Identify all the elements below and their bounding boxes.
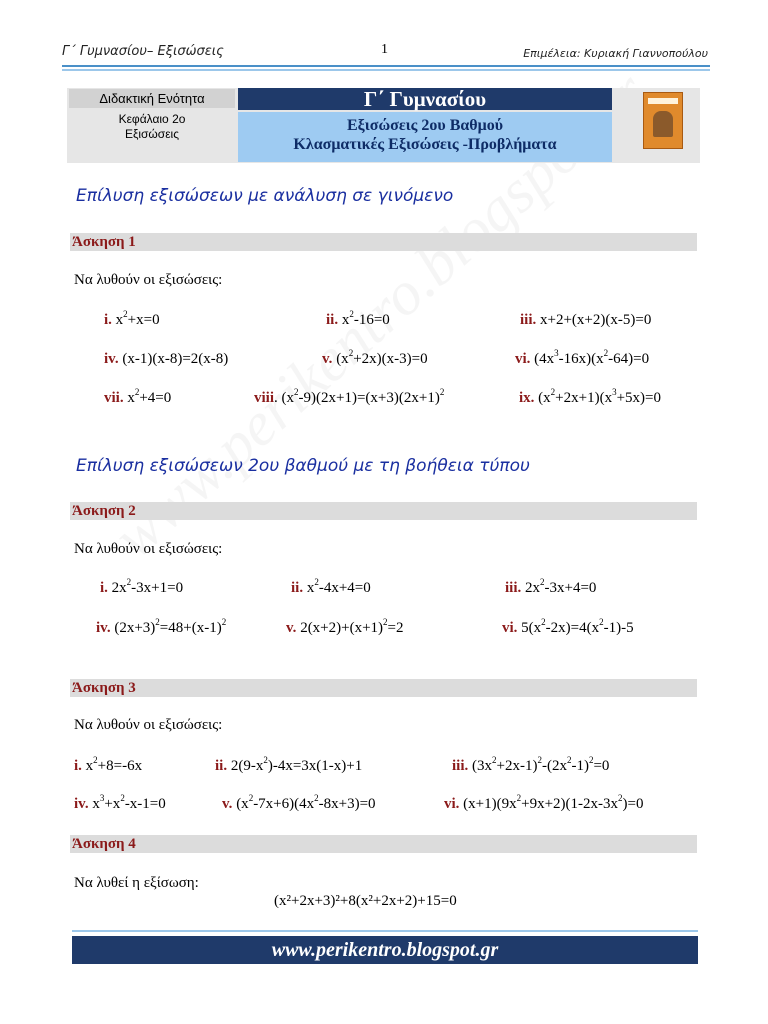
exercise-4-title: Άσκηση 4 — [72, 836, 136, 852]
unit-label: Διδακτική Ενότητα — [69, 89, 235, 108]
equation: vi. $5(x^2-2x)=4(x^2-1)-5$ — [502, 617, 634, 636]
equation: v. $(x^2+2x)(x-3)=0$ — [322, 348, 428, 367]
equation: vi. $(4x^3-16x)(x^2-64)=0$ — [515, 348, 650, 367]
exercise-3-bar — [70, 679, 697, 697]
section-title-formula: Επίλυση εξισώσεων 2ου βαθμού με τη βοήθεια τύπου — [76, 456, 530, 476]
equation: iv. (x-1)(x-8)=2(x-8) — [104, 351, 229, 367]
chapter-number: Κεφάλαιο 2ο — [118, 112, 186, 126]
book-cover-icon — [643, 92, 683, 149]
lesson-title-line1: Εξισώσεις 2ου Βαθμού — [346, 117, 504, 134]
equation: iii. $(3x^2+2x-1)^2-(2x^2-1)^2=0$ — [452, 755, 610, 774]
equation: vii. $x^2+4=0$ — [104, 387, 172, 406]
exercise-2-bar — [70, 502, 697, 520]
exercise-4-prompt: Να λυθεί η εξίσωση: — [74, 875, 199, 891]
equation: ii. $x^2-16=0$ — [326, 309, 390, 328]
exercise-1-title: Άσκηση 1 — [72, 234, 136, 250]
exercise-4-equation: (x²+2x+3)²+8(x²+2x+2)+15=0 — [274, 893, 457, 909]
equation: i. $2x^2-3x+1=0$ — [100, 577, 184, 596]
equation: viii. $(x^2-9)(2x+1)=(x+3)(2x+1)^2$ — [254, 387, 445, 406]
equation: ix. $(x^2+2x+1)(x^3+5x)=0$ — [519, 387, 662, 406]
exercise-2-title: Άσκηση 2 — [72, 503, 136, 519]
footer-website-link[interactable]: www.perikentro.blogspot.gr — [72, 936, 698, 964]
equation: iii. $2x^2-3x+4=0$ — [505, 577, 597, 596]
equation: v. $(x^2-7x+6)(4x^2-8x+3)=0$ — [222, 793, 376, 812]
section-title-factorization: Επίλυση εξισώσεων με ανάλυση σε γινόμενο — [76, 186, 454, 206]
exercise-3-prompt: Να λυθούν οι εξισώσεις: — [74, 717, 223, 733]
equation: ii. $x^2-4x+4=0$ — [291, 577, 371, 596]
chapter-name: Εξισώσεις — [124, 127, 180, 141]
lesson-title — [238, 112, 612, 162]
header-left-text: Γ΄ Γυμνασίου– Εξισώσεις — [62, 44, 224, 59]
exercise-4-bar — [70, 835, 697, 853]
exercise-2-prompt: Να λυθούν οι εξισώσεις: — [74, 541, 223, 557]
equation: v. $2(x+2)+(x+1)^2=2$ — [286, 617, 404, 636]
class-title: Γ΄ Γυμνασίου — [238, 88, 612, 110]
chapter-label — [69, 112, 235, 142]
lesson-title-line2: Κλασματικές Εξισώσεις -Προβλήματα — [293, 136, 557, 153]
equation: i. $x^2+x=0$ — [104, 309, 160, 328]
exercise-1-prompt: Να λυθούν οι εξισώσεις: — [74, 272, 223, 288]
equation: i. $x^2+8=-6x$ — [74, 755, 143, 774]
equation: iii. x+2+(x+2)(x-5)=0 — [520, 312, 652, 328]
footer-rule — [72, 930, 698, 932]
exercise-3-title: Άσκηση 3 — [72, 680, 136, 696]
equation: iv. $x^3+x^2-x-1=0$ — [74, 793, 166, 812]
exercise-1-bar — [70, 233, 697, 251]
equation: vi. $(x+1)(9x^2+9x+2)(1-2x-3x^2)=0$ — [444, 793, 644, 812]
header-right-text: Επιμέλεια: Κυριακή Γιαννοπούλου — [523, 47, 708, 60]
equation: ii. $2(9-x^2)-4x=3x(1-x)+1$ — [215, 755, 363, 774]
equation: iv. $(2x+3)^2=48+(x-1)^2$ — [96, 617, 227, 636]
page-number: 1 — [381, 42, 388, 57]
